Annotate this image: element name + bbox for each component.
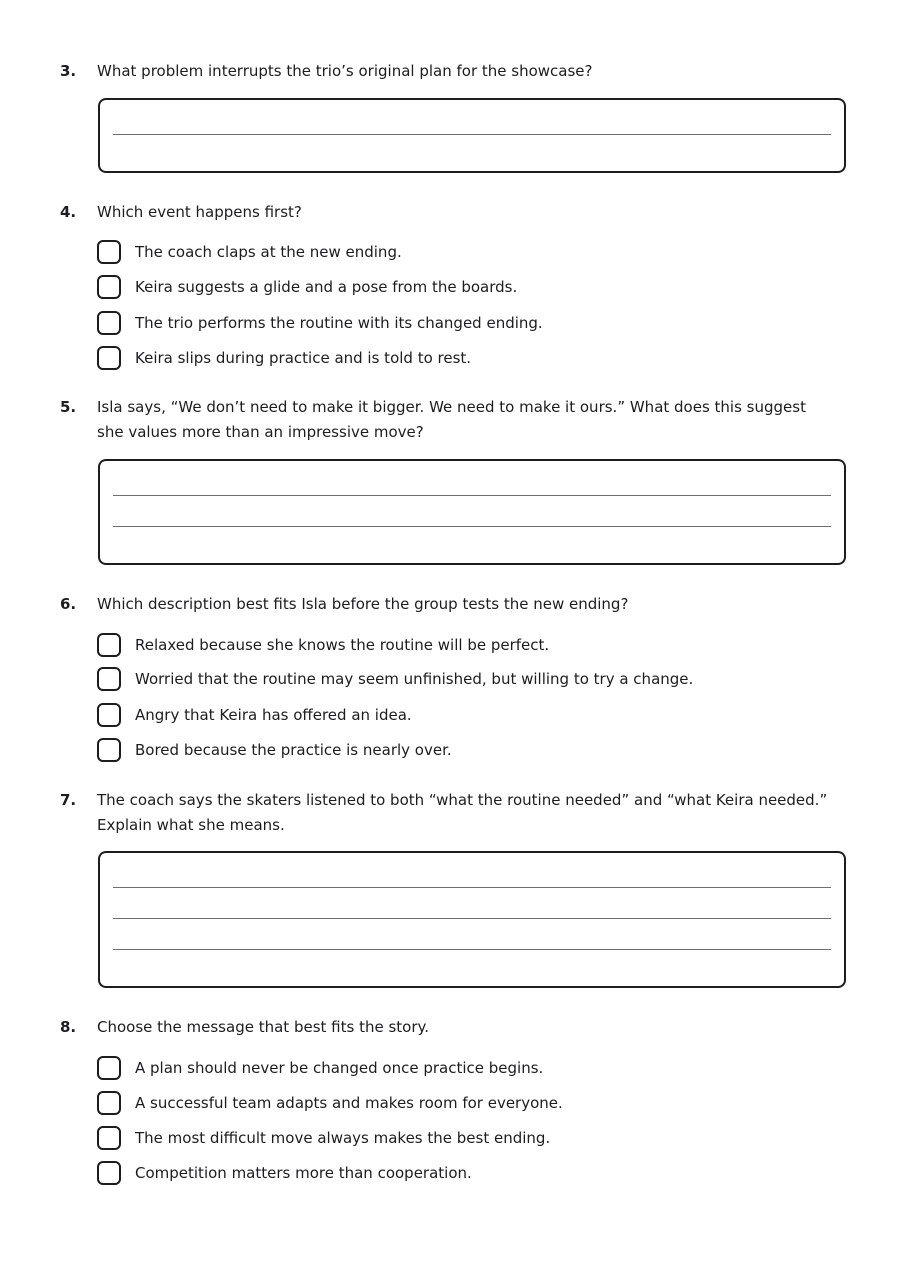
answer-line <box>113 526 831 527</box>
checkbox[interactable] <box>97 1091 121 1115</box>
checkbox[interactable] <box>97 1056 121 1080</box>
option-label: The trio performs the routine with its changed ending. <box>135 314 543 332</box>
question-number: 5. <box>60 398 77 416</box>
option-label: Keira slips during practice and is told to rest. <box>135 349 472 367</box>
option-label: A successful team adapts and makes room for everyone. <box>135 1094 563 1112</box>
answer-box[interactable] <box>98 851 846 988</box>
checkbox[interactable] <box>97 633 121 657</box>
question-number: 4. <box>60 203 77 221</box>
answer-box[interactable] <box>98 98 846 173</box>
answer-line <box>113 887 831 888</box>
option-item[interactable] <box>97 238 837 266</box>
answer-line <box>113 918 831 919</box>
option-item[interactable] <box>97 273 837 301</box>
question-number: 6. <box>60 595 77 613</box>
question-text: Choose the message that best fits the story. <box>97 1018 429 1036</box>
option-item[interactable] <box>97 665 837 693</box>
checkbox[interactable] <box>97 667 121 691</box>
option-item[interactable] <box>97 344 837 372</box>
option-item[interactable] <box>97 631 837 659</box>
option-label: Competition matters more than cooperation. <box>135 1164 472 1182</box>
checkbox[interactable] <box>97 240 121 264</box>
option-label: Bored because the practice is nearly over. <box>135 741 452 759</box>
checkbox[interactable] <box>97 311 121 335</box>
option-label: A plan should never be changed once practice begins. <box>135 1059 544 1077</box>
option-label: The most difficult move always makes the best ending. <box>135 1129 551 1147</box>
option-item[interactable] <box>97 701 837 729</box>
checkbox[interactable] <box>97 738 121 762</box>
checkbox[interactable] <box>97 275 121 299</box>
question-number: 3. <box>60 62 77 80</box>
answer-box[interactable] <box>98 459 846 565</box>
option-item[interactable] <box>97 309 837 337</box>
option-item[interactable] <box>97 736 837 764</box>
checkbox[interactable] <box>97 1126 121 1150</box>
option-item[interactable] <box>97 1089 837 1117</box>
option-label: The coach claps at the new ending. <box>135 243 402 261</box>
question-text: Which description best fits Isla before the group tests the new ending? <box>97 595 629 613</box>
question-number: 7. <box>60 791 77 809</box>
option-label: Angry that Keira has offered an idea. <box>135 706 412 724</box>
answer-line <box>113 134 831 135</box>
question-text: Which event happens first? <box>97 203 302 221</box>
option-label: Worried that the routine may seem unfinished, but willing to try a change. <box>135 670 694 688</box>
answer-line <box>113 949 831 950</box>
question-text: Isla says, “We don’t need to make it bigger. We need to make it ours.” What does this suggest she values more than an impressive move? <box>97 398 806 441</box>
answer-line <box>113 495 831 496</box>
option-item[interactable] <box>97 1124 837 1152</box>
checkbox[interactable] <box>97 346 121 370</box>
option-item[interactable] <box>97 1159 837 1187</box>
question-text: The coach says the skaters listened to both “what the routine needed” and “what Keira needed.” Explain what she means. <box>97 791 828 834</box>
question-text: What problem interrupts the trio’s original plan for the showcase? <box>97 62 593 80</box>
checkbox[interactable] <box>97 703 121 727</box>
option-item[interactable] <box>97 1054 837 1082</box>
checkbox[interactable] <box>97 1161 121 1185</box>
option-label: Keira suggests a glide and a pose from the boards. <box>135 278 518 296</box>
question-number: 8. <box>60 1018 77 1036</box>
option-label: Relaxed because she knows the routine will be perfect. <box>135 636 550 654</box>
